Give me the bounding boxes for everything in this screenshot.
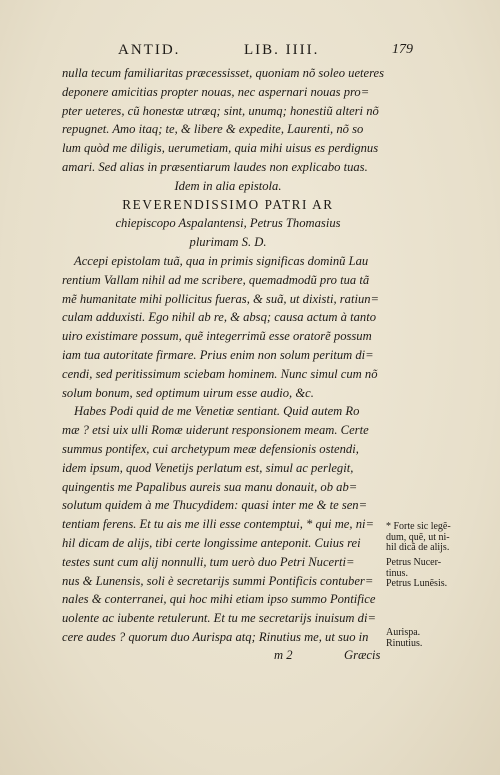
letter-line: summus pontifex, cui archetypum meæ defensionis ostendi, [62, 441, 359, 456]
margin-note-line: hil dicã de alijs. [386, 542, 450, 553]
letter-line: mẽ humanitate mihi pollicitus fueras, & suã, ut dixisti, ratiun= [62, 291, 380, 306]
epistle-heading-line: chiepiscopo Aspalantensi, Petrus Thomasius [115, 216, 341, 231]
margin-note-line: tinus. [386, 567, 408, 579]
header-left: ANTID. [118, 42, 181, 58]
letter-line: solutum quidem à me Thucydidem: quasi inter me & te sen= [62, 498, 368, 513]
letter-line: cendi, sed peritissimum sciebam hominem. Nunc simul cum nõ [62, 366, 378, 381]
epistle-heading: REVERENDISSIMO PATRI AR [122, 196, 334, 212]
letter-line: mæ ? etsi uix ulli Romæ uiderunt responsionem meam. Certe [62, 423, 369, 438]
letter-line: solum bonum, sed optimum uirum esse audio, &c. [62, 385, 314, 400]
body-line: pter ueteres, cũ honestæ utræq; sint, unumq; honestiũ alteri nõ [62, 103, 379, 118]
letter-line: idem ipsum, quod Venetijs perlatum est, simul ac perlegit, [62, 460, 354, 475]
margin-note-line: Petrus Nucer- [386, 557, 442, 568]
letter-line: iam tua autoritate firmare. Prius enim non solum peritum di= [62, 347, 374, 362]
letter-line: nales & conterranei, qui hoc mihi etiam ipso summo Pontifice [62, 592, 376, 607]
body-line: lum quòd me diligis, uerumetiam, quia mihi uisus es perdignus [62, 141, 379, 156]
letter-line: Accepi epistolam tuã, qua in primis significas dominũ Lau [74, 253, 369, 268]
letter-line: culam adduxisti. Ego nihil ab re, & absq; causa actum à tanto [62, 310, 377, 325]
letter-line: uolente ac iubente retulerunt. Et tu me secretarijs inuisum di= [62, 611, 376, 626]
letter-line: cere audes ? quorum duo Aurispa atq; Rinutius me, ut suo in [62, 629, 369, 644]
letter-line: tentiam ferens. Et tu ais me illi esse contemptui, * qui me, ni= [62, 517, 374, 532]
text-block [62, 64, 394, 647]
header-center: LIB. IIII. [244, 42, 320, 58]
margin-note-aurispa [386, 628, 494, 649]
margin-note-line: Rinutius. [386, 637, 423, 649]
epistle-heading-line: plurimam S. D. [189, 235, 267, 250]
margin-note-names [386, 558, 494, 590]
margin-note-line: Petrus Lunẽsis. [386, 578, 448, 589]
signature-mark: m 2 [274, 648, 293, 662]
body-line: deponere amicitias propter nouas, nec aspernari nouas pro= [62, 84, 370, 99]
letter-line: hil dicam de alijs, tibi certe longissime anteponit. Cuius rei [62, 535, 361, 550]
margin-note-line: dum, quẽ, ut ni- [386, 531, 450, 543]
body-line: repugnet. Amo itaq; te, & libere & expedite, Laurenti, nõ so [62, 122, 364, 137]
catchword: Græcis [344, 648, 381, 662]
margin-note-line: * Forte sic legẽ- [386, 521, 451, 532]
letter-line: testes sunt cum alij nonnulli, tum uerò duo Petri Nucerti= [62, 554, 355, 569]
page-number: 179 [392, 42, 413, 57]
body-line: amari. Sed alias in præsentiarum laudes non explicabo tuas. [62, 159, 368, 174]
letter-line: uiro existimare possum, quẽ integerrimũ esse oratorẽ possum [62, 329, 372, 344]
body-line: nulla tecum familiaritas præcessisset, quoniam nõ soleo ueteres [62, 66, 385, 80]
letter-line: rentium Vallam nihil ad me scribere, quemadmodũ pro tua tã [62, 272, 370, 287]
letter-line: Habes Podi quid de me Venetiæ sentiant. Quid autem Ro [74, 404, 360, 419]
letter-line: nus & Lunensis, soli è secretarijs summi Pontificis contuber= [62, 573, 374, 588]
epistle-subtitle: Idem in alia epistola. [174, 178, 282, 193]
margin-note-line: Aurispa. [386, 627, 421, 638]
letter-line: quingentis me Papalibus aureis sua manu donauit, ob ab= [62, 479, 358, 494]
margin-note-variant-reading [386, 522, 494, 554]
